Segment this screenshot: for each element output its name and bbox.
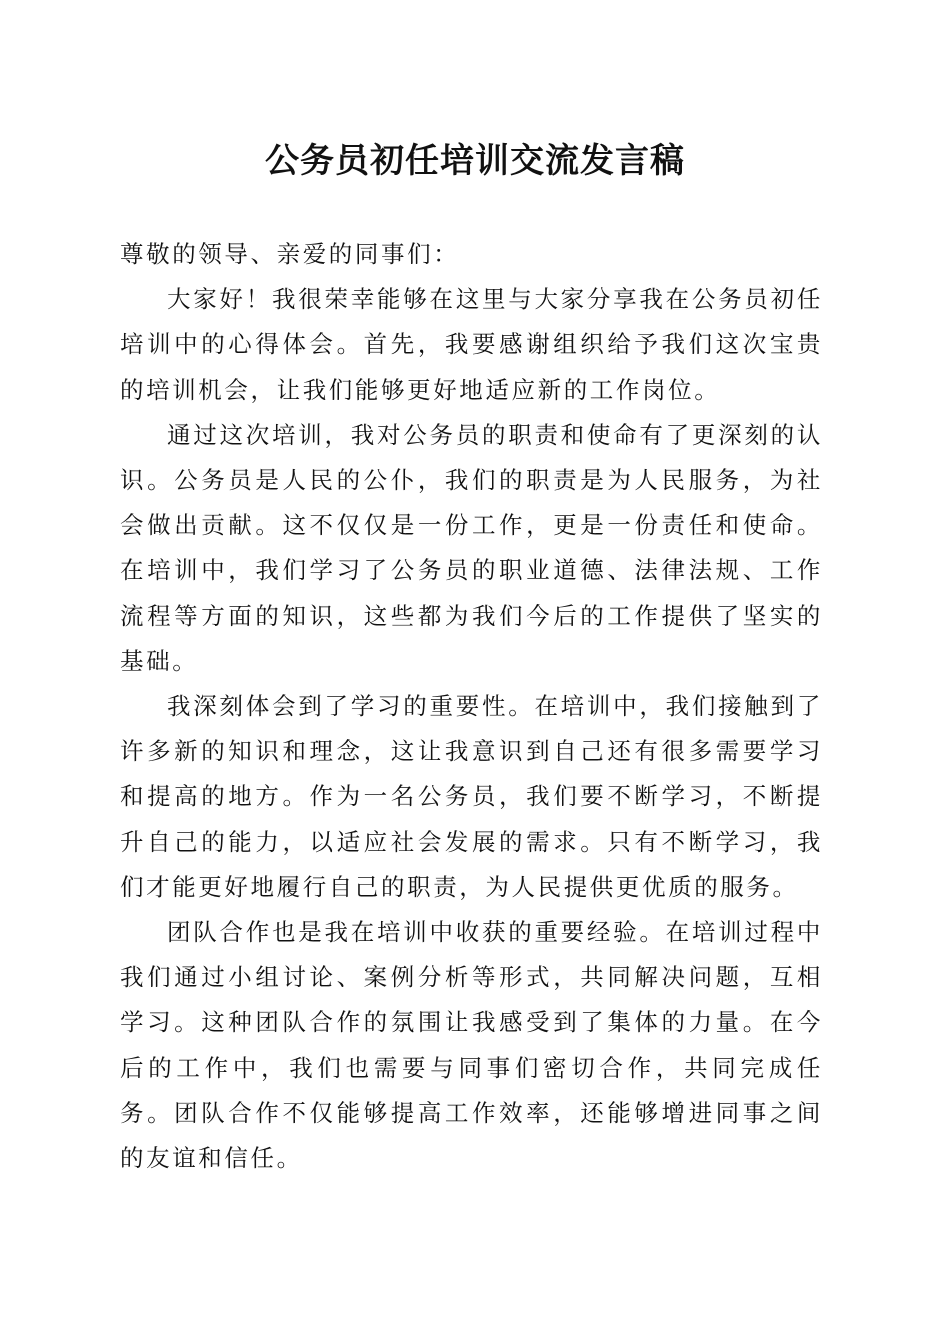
paragraph-duties: 通过这次培训，我对公务员的职责和使命有了更深刻的认识。公务员是人民的公仆，我们的职责是为人民服务，为社会做出贡献。这不仅仅是一份工作，更是一份责任和使命。在培训中，我们学习了公务员的职业道德、法律法规、工作流程等方面的知识，这些都为我们今后的工作提供了坚实的基础。 — [120, 420, 823, 675]
document-body — [120, 232, 823, 1181]
salutation: 尊敬的领导、亲爱的同事们： — [120, 240, 460, 268]
paragraph-learning: 我深刻体会到了学习的重要性。在培训中，我们接触到了许多新的知识和理念，这让我意识到自己还有很多需要学习和提高的地方。作为一名公务员，我们要不断学习，不断提升自己的能力，以适应社会发展的需求。只有不断学习，我们才能更好地履行自己的职责，为人民提供更优质的服务。 — [120, 692, 823, 901]
paragraph-teamwork: 团队合作也是我在培训中收获的重要经验。在培训过程中我们通过小组讨论、案例分析等形式，共同解决问题，互相学习。这种团队合作的氛围让我感受到了集体的力量。在今后的工作中，我们也需要与同事们密切合作，共同完成任务。团队合作不仅能够提高工作效率，还能够增进同事之间的友谊和信任。 — [120, 918, 823, 1173]
paragraph-greeting: 大家好！我很荣幸能够在这里与大家分享我在公务员初任培训中的心得体会。首先，我要感谢组织给予我们这次宝贵的培训机会，让我们能够更好地适应新的工作岗位。 — [120, 285, 823, 404]
document-title: 公务员初任培训交流发言稿 — [265, 141, 685, 181]
